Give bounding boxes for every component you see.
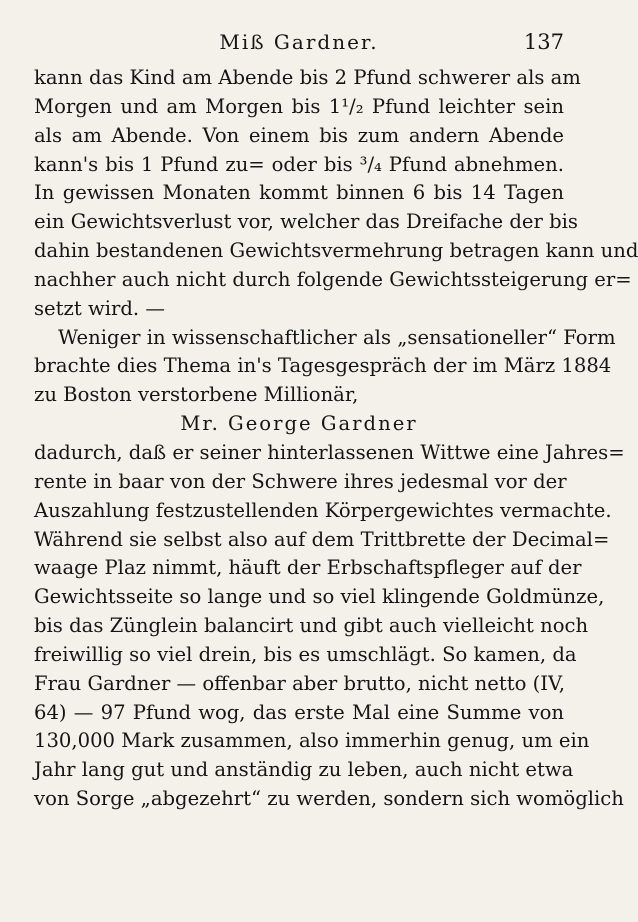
text-line: brachte dies Thema in's Tagesgespräch der im März 1884 [34, 354, 612, 378]
text-line: kann's bis 1 Pfund zu= oder bis ³/₄ Pfund abnehmen. [34, 152, 564, 176]
text-line: dadurch, daß er seiner hinterlassenen Wittwe eine Jahres= [34, 440, 625, 464]
text-line: Frau Gardner — offenbar aber brutto, nicht netto (IV, [34, 671, 565, 695]
text-line: In gewissen Monaten kommt binnen 6 bis 14 Tagen [34, 181, 564, 205]
text-line: als am Abende. Von einem bis zum andern Abende [34, 123, 564, 147]
text-line: waage Plaz nimmt, häuft der Erbschaftspfleger auf der [34, 556, 582, 580]
body-text [34, 64, 638, 814]
text-line: rente in baar von der Schwere ihres jedesmal vor der [34, 469, 567, 493]
text-line: nachher auch nicht durch folgende Gewichtssteigerung er= [34, 267, 632, 291]
text-line: 64) — 97 Pfund wog, das erste Mal eine Summe von [34, 700, 564, 724]
text-line: 130,000 Mark zusammen, also immerhin genug, um ein [34, 729, 590, 753]
text-line: setzt wird. — [34, 296, 165, 320]
text-line: ein Gewichtsverlust vor, welcher das Dreifache der bis [34, 210, 578, 234]
running-title: Miß Gardner. [219, 30, 379, 54]
text-line: bis das Zünglein balancirt und gibt auch vielleicht noch [34, 614, 589, 638]
page-header [34, 0, 564, 64]
text-line: Gewichtsseite so lange und so viel klingende Goldmünze, [34, 585, 605, 609]
text-line: Während sie selbst also auf dem Trittbrette der Decimal= [34, 527, 610, 551]
text-line: Weniger in wissenschaftlicher als „sensationeller“ Form [58, 325, 616, 349]
text-line: dahin bestandenen Gewichtsvermehrung betragen kann und [34, 239, 638, 263]
text-line: von Sorge „abgezehrt“ zu werden, sondern sich womöglich [34, 787, 624, 811]
text-line: Jahr lang gut und anständig zu leben, auch nicht etwa [34, 758, 574, 782]
text-line: Auszahlung festzustellenden Körpergewichtes vermachte. [34, 498, 612, 522]
centered-name: Mr. George Gardner [180, 412, 418, 436]
text-line: kann das Kind am Abende bis 2 Pfund schwerer als am [34, 66, 581, 89]
text-line: Morgen und am Morgen bis 1¹/₂ Pfund leichter sein [34, 94, 564, 118]
text-line: zu Boston verstorbene Millionär, [34, 383, 359, 407]
page-number: 137 [523, 30, 564, 54]
text-line: freiwillig so viel drein, bis es umschlägt. So kamen, da [34, 642, 577, 666]
